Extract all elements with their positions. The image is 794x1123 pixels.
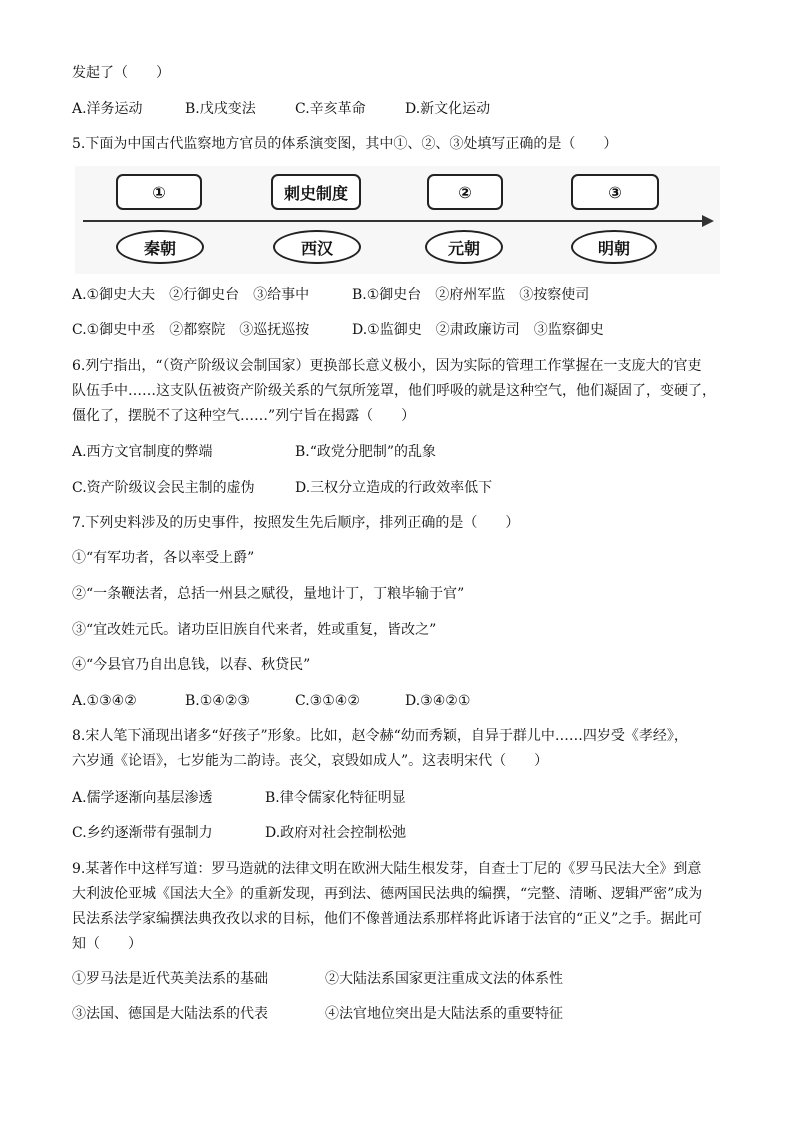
- q6-option-c: C.资产阶级议会民主制的虚伪: [72, 480, 255, 496]
- q7-item-2: ②“一条鞭法者，总括一州县之赋役，量地计丁，丁粮毕输于官”: [72, 586, 465, 602]
- q5-option-d: D.①监御史 ②肃政廉访司 ③监察御史: [352, 322, 604, 338]
- q4-option-a: A.洋务运动: [72, 101, 143, 117]
- q5-option-c: C.①御史中丞 ②都察院 ③巡抚巡按: [72, 322, 310, 338]
- q5-option-a: A.①御史大夫 ②行御史台 ③给事中: [72, 287, 310, 303]
- q9-item-2: ②大陆法系国家更注重成文法的体系性: [325, 971, 563, 987]
- q7-item-4: ④“今县官乃自出息钱，以春、秋贷民”: [72, 657, 311, 673]
- q6-option-d: D.三权分立造成的行政效率低下: [295, 480, 493, 496]
- timeline-axis: [83, 220, 708, 222]
- q9-item-1: ①罗马法是近代英美法系的基础: [72, 971, 268, 987]
- q8-option-d: D.政府对社会控制松弛: [265, 825, 407, 841]
- q6-option-b: B.“政党分肥制”的乱象: [295, 444, 437, 460]
- q9-item-4: ④法官地位突出是大陆法系的重要特征: [325, 1006, 563, 1022]
- question-7-stem: 7.下列史料涉及的历史事件，按照发生先后顺序，排列正确的是（ ）: [72, 515, 520, 531]
- period-ming: 明朝: [571, 230, 657, 264]
- q5-option-b: B.①御史台 ②府州军监 ③按察使司: [352, 287, 590, 303]
- diagram-box-1: ①: [116, 174, 202, 210]
- q6-option-a: A.西方文官制度的弊端: [72, 444, 213, 460]
- q8-option-a: A.儒学逐渐向基层渗透: [72, 790, 213, 806]
- period-xihan: 西汉: [273, 230, 361, 264]
- question-9-line-3: 民法系法学家编撰法典孜孜以求的目标，他们不像普通法系那样将此诉诸于法官的“正义”之手。据此可: [72, 911, 703, 927]
- q7-option-a: A.①③④②: [72, 693, 137, 709]
- question-8-line-1: 8.宋人笔下涌现出诸多“好孩子”形象。比如，赵令赫“幼而秀颖，自异于群儿中……四岁受《孝经》，: [72, 728, 688, 744]
- question-9-line-2: 大利波伦亚城《国法大全》的重新发现，再到法、德两国民法典的编撰，“完整、清晰、逻辑严密”成为: [72, 886, 703, 902]
- diagram-box-2: ②: [427, 174, 503, 210]
- q7-option-d: D.③④②①: [405, 693, 471, 709]
- diagram-box-cishi: 刺史制度: [271, 174, 361, 210]
- diagram-box-3: ③: [571, 174, 659, 210]
- supervision-evolution-diagram: [75, 166, 720, 274]
- question-9-line-4: 知（ ）: [72, 936, 142, 952]
- question-6-line-3: 僵化了，摆脱不了这种空气……”列宁旨在揭露（ ）: [72, 408, 416, 424]
- question-6-line-2: 队伍手中……这支队伍被资产阶级关系的气氛所笼罩，他们呼吸的就是这种空气，他们凝固了，变硬了，: [72, 383, 716, 399]
- question-8-line-2: 六岁通《论语》，七岁能为二韵诗。丧父，哀毁如成人”。这表明宋代（ ）: [72, 753, 549, 769]
- q8-option-b: B.律令儒家化特征明显: [265, 790, 406, 806]
- question-9-line-1: 9.某著作中这样写道：罗马造就的法律文明在欧洲大陆生根发芽，自查士丁尼的《罗马民法大全》到意: [72, 861, 702, 877]
- q7-option-c: C.③①④②: [295, 693, 360, 709]
- period-qin: 秦朝: [116, 230, 204, 264]
- q7-item-3: ③“宜改姓元氏。诸功臣旧族自代来者，姓或重复，皆改之”: [72, 622, 437, 638]
- q4-option-b: B.戊戌变法: [185, 101, 256, 117]
- q7-item-1: ①“有军功者，各以率受上爵”: [72, 550, 255, 566]
- period-yuan: 元朝: [425, 230, 503, 264]
- question-4-tail: 发起了（ ）: [72, 65, 170, 81]
- timeline-arrowhead: [702, 215, 714, 227]
- q9-item-3: ③法国、德国是大陆法系的代表: [72, 1006, 268, 1022]
- q7-option-b: B.①④②③: [185, 693, 250, 709]
- q4-option-d: D.新文化运动: [405, 101, 491, 117]
- q8-option-c: C.乡约逐渐带有强制力: [72, 825, 213, 841]
- question-5-stem: 5.下面为中国古代监察地方官员的体系演变图，其中①、②、③处填写正确的是（ ）: [72, 136, 618, 152]
- question-6-line-1: 6.列宁指出，“（资产阶级议会制国家）更换部长意义极小，因为实际的管理工作掌握在一支庞大的官吏: [72, 358, 702, 374]
- q4-option-c: C.辛亥革命: [295, 101, 366, 117]
